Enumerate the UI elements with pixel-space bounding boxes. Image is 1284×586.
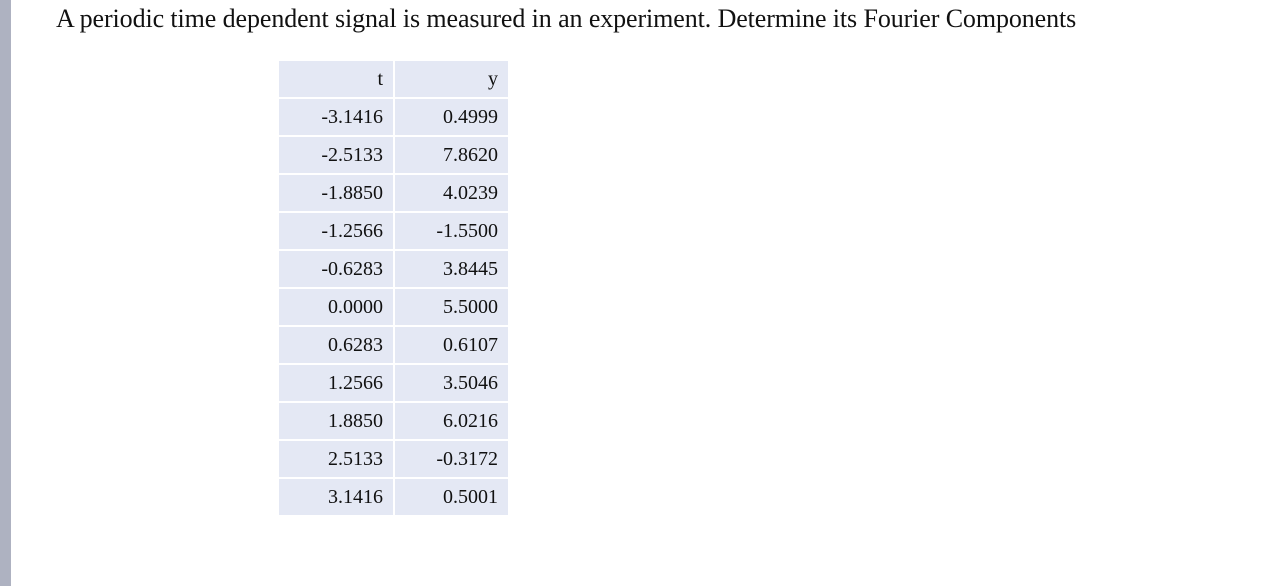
data-table (277, 59, 510, 517)
cell-t: 1.8850 (279, 403, 393, 439)
table-header-row (279, 61, 508, 97)
table-row (279, 251, 508, 287)
cell-t: -1.2566 (279, 213, 393, 249)
cell-t: -0.6283 (279, 251, 393, 287)
cell-y: 0.5001 (395, 479, 508, 515)
table-row (279, 99, 508, 135)
cell-t: 0.6283 (279, 327, 393, 363)
table-row (279, 289, 508, 325)
cell-t: 0.0000 (279, 289, 393, 325)
cell-y: 7.8620 (395, 137, 508, 173)
cell-t: -2.5133 (279, 137, 393, 173)
cell-t: 1.2566 (279, 365, 393, 401)
cell-t: 2.5133 (279, 441, 393, 477)
cell-t: -1.8850 (279, 175, 393, 211)
table-row (279, 441, 508, 477)
cell-y: 6.0216 (395, 403, 508, 439)
column-header-t: t (279, 61, 393, 97)
left-accent-bar (0, 0, 11, 586)
cell-y: 0.4999 (395, 99, 508, 135)
table-row (279, 327, 508, 363)
cell-y: 4.0239 (395, 175, 508, 211)
cell-y: 3.5046 (395, 365, 508, 401)
cell-y: -1.5500 (395, 213, 508, 249)
cell-t: -3.1416 (279, 99, 393, 135)
column-header-y: y (395, 61, 508, 97)
question-text: A periodic time dependent signal is measured in an experiment. Determine its Fourier Components (56, 4, 1077, 33)
table-row (279, 213, 508, 249)
cell-y: 0.6107 (395, 327, 508, 363)
cell-y: 3.8445 (395, 251, 508, 287)
table-row (279, 137, 508, 173)
cell-y: -0.3172 (395, 441, 508, 477)
cell-t: 3.1416 (279, 479, 393, 515)
table-row (279, 365, 508, 401)
table-row (279, 479, 508, 515)
cell-y: 5.5000 (395, 289, 508, 325)
table-row (279, 403, 508, 439)
table-row (279, 175, 508, 211)
